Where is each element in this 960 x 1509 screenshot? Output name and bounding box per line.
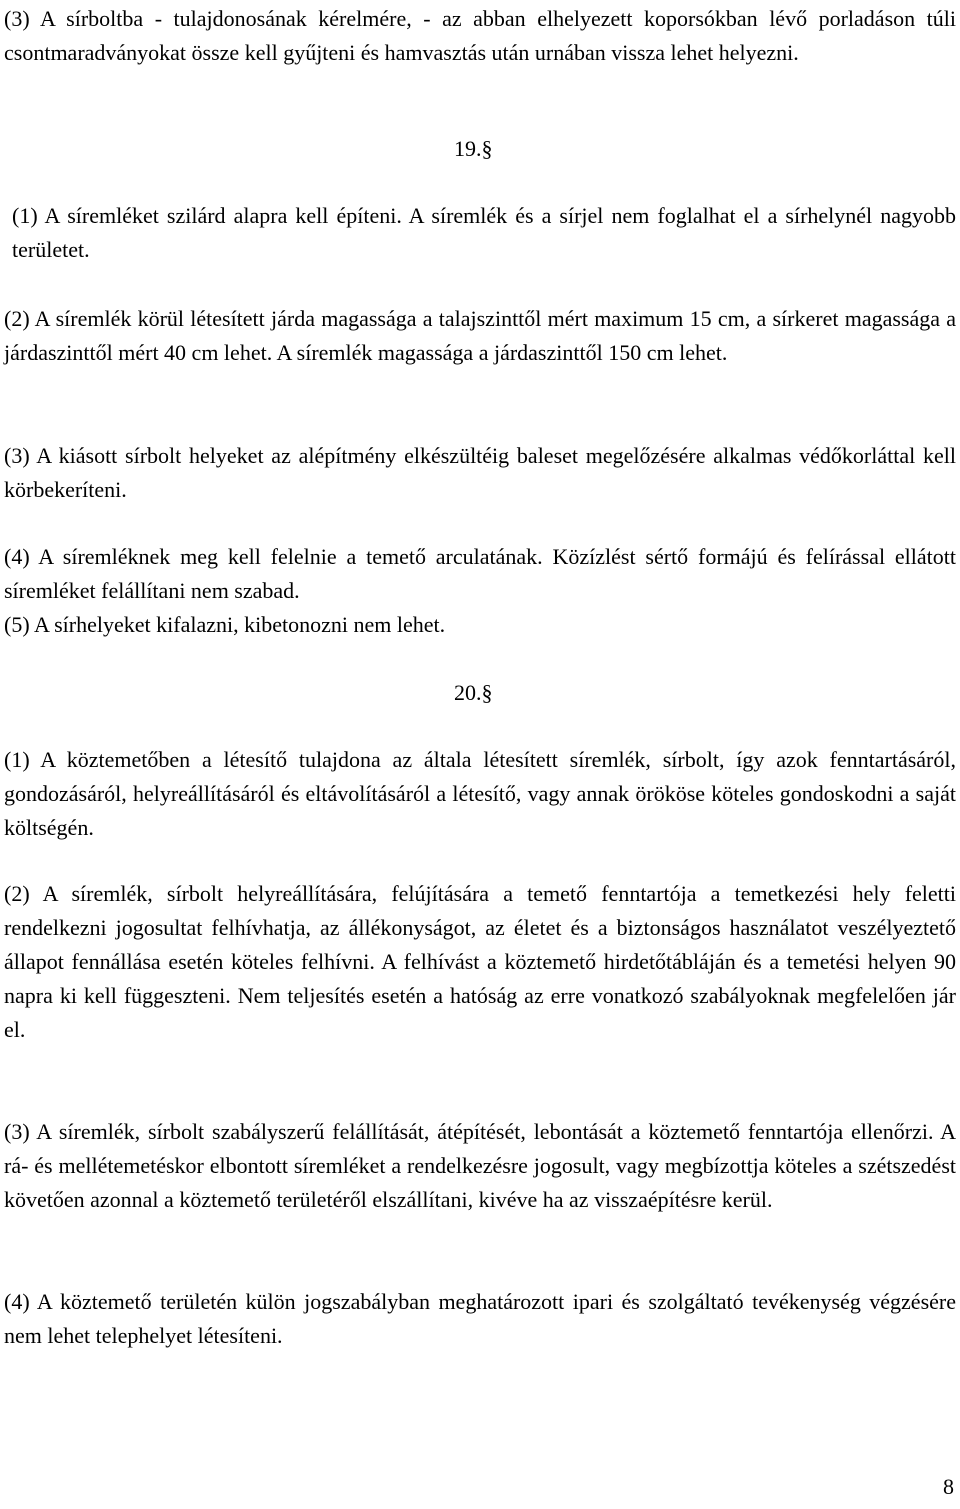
section-heading-20: 20.§	[454, 680, 493, 705]
paragraph-19-4: (4) A síremléknek meg kell felelnie a temető arculatának. Közízlést sértő formájú és felírással ellátott síremléket felállítani nem szabad.	[4, 544, 956, 603]
paragraph-20-3: (3) A síremlék, sírbolt szabályszerű felállítását, átépítését, lebontását a köztemető fenntartója ellenőrzi. A rá- és mellétemetéskor elbontott síremléket a rendelkezésre jogosult, vagy megbízottja köteles a szétszedést követően azonnal a köztemető területéről elszállítani, kivéve ha az visszaépítésre kerül.	[4, 1119, 956, 1212]
paragraph-19-1: (1) A síremléket szilárd alapra kell építeni. A síremlék és a sírjel nem foglalhat el a sírhelynél nagyobb területet.	[12, 203, 956, 262]
paragraph-19-2: (2) A síremlék körül létesített járda magassága a talajszinttől mért maximum 15 cm, a sírkeret magassága a járdaszinttől mért 40 cm lehet. A síremlék magassága a járdaszinttől 150 cm lehet.	[4, 306, 956, 365]
paragraph-19-5: (5) A sírhelyeket kifalazni, kibetonozni nem lehet.	[4, 612, 446, 637]
paragraph-20-1: (1) A köztemetőben a létesítő tulajdona az általa létesített síremlék, sírbolt, így azok fenntartásáról, gondozásáról, helyreállításáról és eltávolításáról a létesítő, vagy annak örököse köteles gondoskodni a saját költségén.	[4, 747, 956, 840]
section-heading-19: 19.§	[454, 136, 493, 161]
paragraph-20-2: (2) A síremlék, sírbolt helyreállítására, felújítására a temető fenntartója a temetkezési hely feletti rendelkezni jogosultat felhívhatja, az állékonyságot, az életet és a biztonságos használatot veszélyeztető állapot fennállása esetén köteles felhívni. A felhívást a köztemető hirdetőtábláján és a temetési helyen 90 napra ki kell függeszteni. Nem teljesítés esetén a hatóság az erre vonatkozó szabályoknak megfelelően jár el.	[4, 881, 956, 1042]
paragraph-19-3: (3) A kiásott sírbolt helyeket az alépítmény elkészültéig baleset megelőzésére alkalmas védőkorláttal kell körbekeríteni.	[4, 443, 956, 502]
page-number: 8	[943, 1474, 954, 1499]
paragraph-18-3: (3) A sírboltba - tulajdonosának kérelmére, - az abban elhelyezett koporsókban lévő porladáson túli csontmaradványokat össze kell gyűjteni és hamvasztás után urnában vissza lehet helyezni.	[4, 6, 956, 65]
paragraph-20-4: (4) A köztemető területén külön jogszabályban meghatározott ipari és szolgáltató tevékenység végzésére nem lehet telephelyet létesíteni.	[4, 1289, 956, 1348]
